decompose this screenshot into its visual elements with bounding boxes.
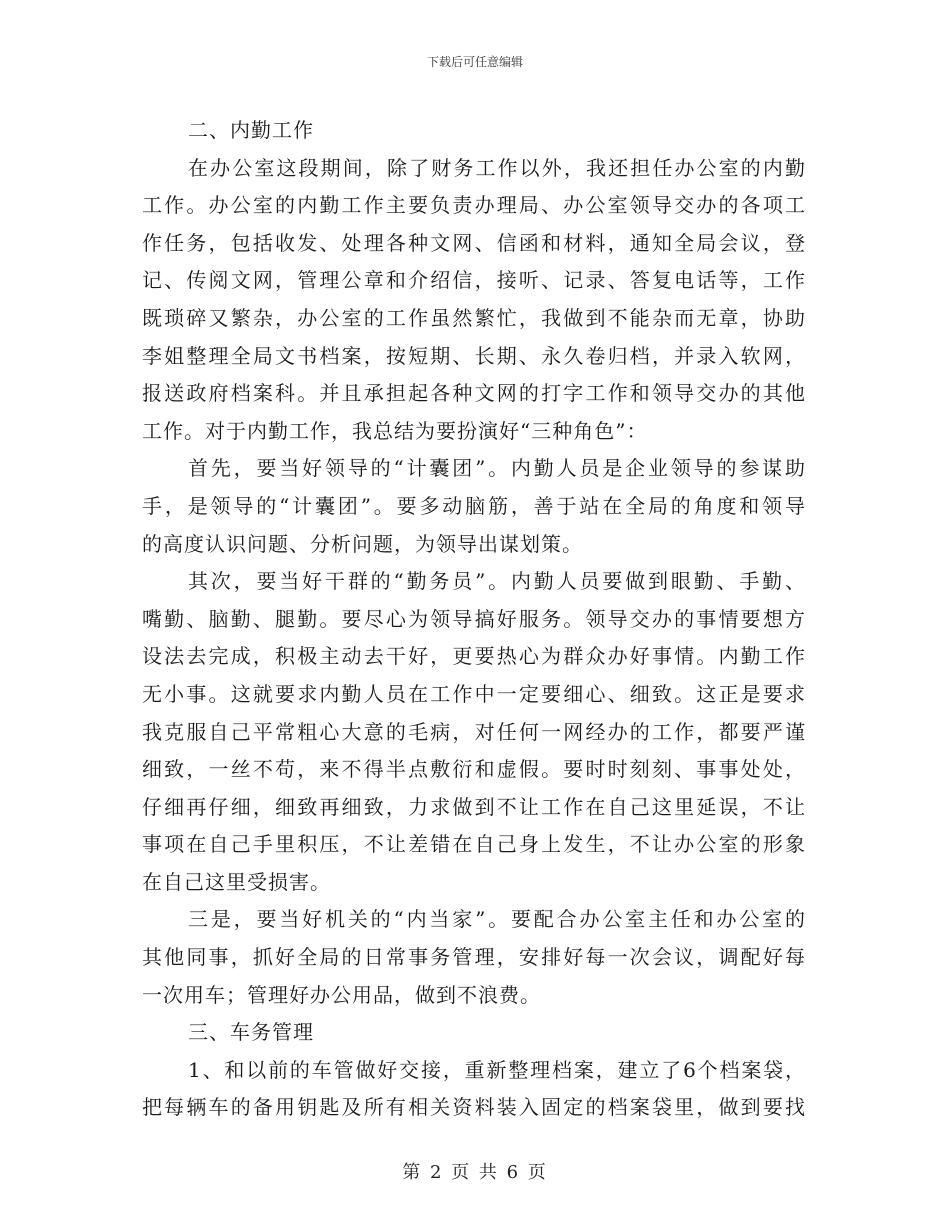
paragraph-line: 三是，要当好机关的“内当家”。要配合办公室主任和办公室的 [188, 907, 806, 932]
paragraph-line: 其次，要当好干群的“勤务员”。内勤人员要做到眼勤、手勤、 [188, 569, 806, 594]
paragraph-line: 1、和以前的车管做好交接，重新整理档案，建立了6个档案袋， [188, 1057, 806, 1082]
paragraph-line: 事项在自己手里积压，不让差错在自己身上发生，不让办公室的形象 [142, 832, 806, 857]
paragraph-line: 报送政府档案科。并且承担起各种文网的打字工作和领导交办的其他 [142, 381, 806, 406]
paragraph-line: 在自己这里受损害。 [142, 869, 331, 894]
paragraph-line: 把每辆车的备用钥匙及所有相关资料装入固定的档案袋里，做到要找 [142, 1095, 806, 1120]
page-header: 下载后可任意编辑 [426, 55, 523, 69]
section-heading: 三、车务管理 [188, 1020, 314, 1045]
paragraph-line: 仔细再仔细，细致再细致，力求做到不让工作在自己这里延误，不让 [142, 794, 806, 819]
paragraph-line: 嘴勤、脑勤、腿勤。要尽心为领导搞好服务。领导交办的事情要想方 [142, 606, 806, 631]
page-number-footer: 第 2 页 共 6 页 [402, 1162, 548, 1183]
paragraph-line: 记、传阅文网，管理公章和介绍信，接听、记录、答复电话等，工作 [142, 268, 806, 293]
section-heading: 二、内勤工作 [188, 118, 314, 142]
paragraph-line: 在办公室这段期间，除了财务工作以外，我还担任办公室的内勤 [188, 155, 806, 180]
paragraph-line: 工作。办公室的内勤工作主要负责办理局、办公室领导交办的各项工 [142, 193, 806, 218]
paragraph-line: 其他同事，抓好全局的日常事务管理，安排好每一次会议，调配好每 [142, 945, 806, 970]
paragraph-line: 我克服自己平常粗心大意的毛病，对任何一网经办的工作，都要严谨 [142, 719, 806, 744]
paragraph-line: 作任务，包括收发、处理各种文网、信函和材料，通知全局会议，登 [142, 230, 806, 255]
paragraph-line: 细致，一丝不苟，来不得半点敷衍和虚假。要时时刻刻、事事处处， [142, 757, 806, 782]
paragraph-line: 设法去完成，积极主动去干好，更要热心为群众办好事情。内勤工作 [142, 644, 806, 669]
paragraph-line: 首先，要当好领导的“计囊团”。内勤人员是企业领导的参谋助 [188, 456, 806, 481]
paragraph-line: 手，是领导的“计囊团”。要多动脑筋，善于站在全局的角度和领导 [142, 493, 806, 518]
paragraph-line: 既琐碎又繁杂，办公室的工作虽然繁忙，我做到不能杂而无章，协助 [142, 305, 806, 330]
paragraph-line: 的高度认识问题、分析问题，为领导出谋划策。 [142, 531, 583, 556]
document-body [142, 112, 806, 1127]
paragraph-line: 一次用车；管理好办公用品，做到不浪费。 [142, 982, 541, 1007]
paragraph-line: 工作。对于内勤工作，我总结为要扮演好“三种角色”： [142, 418, 648, 443]
paragraph-line: 无小事。这就要求内勤人员在工作中一定要细心、细致。这正是要求 [142, 681, 806, 706]
paragraph-line: 李姐整理全局文书档案，按短期、长期、永久卷归档，并录入软网， [142, 343, 806, 368]
